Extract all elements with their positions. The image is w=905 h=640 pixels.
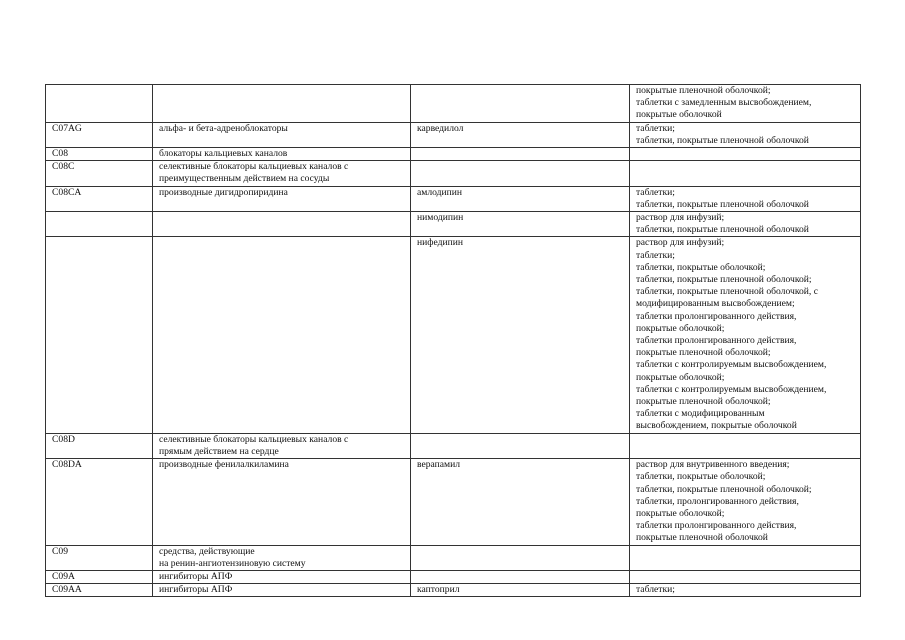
group-cell: производные фенилалкиламина (153, 459, 411, 545)
group-cell: селективные блокаторы кальциевых каналов с прямым действием на сердце (153, 433, 411, 458)
forms-cell: таблетки; таблетки, покрытые пленочной оболочкой (630, 122, 861, 147)
drug-cell (411, 161, 630, 186)
table-row (46, 584, 861, 597)
atc-code-cell: C08D (46, 433, 153, 458)
forms-cell: покрытые пленочной оболочкой; таблетки с замедленным высвобождением, покрытые оболочкой (630, 85, 861, 123)
table-row (46, 459, 861, 545)
atc-code-cell: C07AG (46, 122, 153, 147)
table-row (46, 570, 861, 583)
drug-cell: каптоприл (411, 584, 630, 597)
atc-code-cell: C08CA (46, 186, 153, 211)
forms-cell (630, 148, 861, 161)
table-row (46, 161, 861, 186)
forms-cell: таблетки; таблетки, покрытые пленочной оболочкой (630, 186, 861, 211)
atc-code-cell: C09AA (46, 584, 153, 597)
group-cell: селективные блокаторы кальциевых каналов с преимущественным действием на сосуды (153, 161, 411, 186)
atc-code-cell: C08C (46, 161, 153, 186)
atc-code-cell: C09A (46, 570, 153, 583)
forms-cell (630, 545, 861, 570)
drug-cell: амлодипин (411, 186, 630, 211)
group-cell: ингибиторы АПФ (153, 584, 411, 597)
atc-code-cell: C08DA (46, 459, 153, 545)
group-cell (153, 237, 411, 433)
group-cell: блокаторы кальциевых каналов (153, 148, 411, 161)
table-row (46, 545, 861, 570)
group-cell (153, 85, 411, 123)
drug-cell (411, 570, 630, 583)
group-cell: альфа- и бета-адреноблокаторы (153, 122, 411, 147)
group-cell: средства, действующие на ренин-ангиотензиновую систему (153, 545, 411, 570)
drug-cell: верапамил (411, 459, 630, 545)
forms-cell (630, 570, 861, 583)
forms-cell: раствор для инфузий; таблетки, покрытые пленочной оболочкой (630, 212, 861, 237)
table-row (46, 122, 861, 147)
table-row (46, 148, 861, 161)
forms-cell: таблетки; (630, 584, 861, 597)
drug-cell: нифедипин (411, 237, 630, 433)
drug-cell (411, 545, 630, 570)
forms-cell (630, 161, 861, 186)
group-cell (153, 212, 411, 237)
group-cell: производные дигидропиридина (153, 186, 411, 211)
drug-cell (411, 85, 630, 123)
atc-code-cell (46, 85, 153, 123)
forms-cell: раствор для инфузий; таблетки; таблетки, покрытые оболочкой; таблетки, покрытые пленочной оболочкой; таблетки, покрытые пленочной оболочкой, с модифицированным высвобождением; таблетки пролонгированного действия, покрытые оболочкой; таблетки пролонгированного действия, покрытые пленочной оболочкой; таблетки с контролируемым высвобождением, покрытые оболочкой; таблетки с контролируемым высвобождением, покрытые пленочной оболочкой; таблетки с модифицированным высвобождением, покрытые оболочкой (630, 237, 861, 433)
forms-cell: раствор для внутривенного введения; таблетки, покрытые оболочкой; таблетки, покрытые пленочной оболочкой; таблетки, пролонгированного действия, покрытые оболочкой; таблетки пролонгированного действия, покрытые пленочной оболочкой (630, 459, 861, 545)
atc-code-cell (46, 212, 153, 237)
drug-cell: нимодипин (411, 212, 630, 237)
group-cell: ингибиторы АПФ (153, 570, 411, 583)
drug-table (45, 84, 861, 597)
table-row (46, 186, 861, 211)
atc-code-cell: C08 (46, 148, 153, 161)
drug-cell (411, 148, 630, 161)
table-row (46, 212, 861, 237)
drug-cell (411, 433, 630, 458)
table-row (46, 237, 861, 433)
table-row (46, 433, 861, 458)
atc-code-cell (46, 237, 153, 433)
forms-cell (630, 433, 861, 458)
table-row (46, 85, 861, 123)
drug-cell: карведилол (411, 122, 630, 147)
atc-code-cell: C09 (46, 545, 153, 570)
